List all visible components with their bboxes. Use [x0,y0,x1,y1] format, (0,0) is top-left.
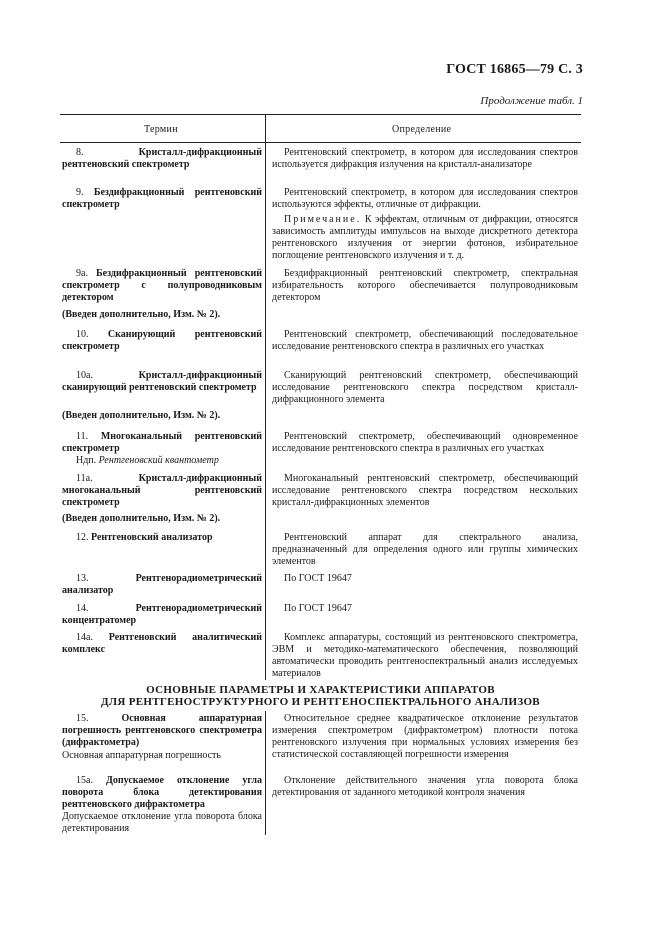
section-heading-line-2: ДЛЯ РЕНТГЕНОСТРУКТУРНОГО И РЕНТГЕНОСПЕКТРАЛЬНОГО АНАЛИЗОВ [101,696,540,708]
term-number: 10. [76,329,89,340]
definition-8: Рентгеновский спектрометр, в котором для исследования спектров используется дифракция излучения на кристалл-анализаторе [272,147,578,170]
term-11a [62,473,262,509]
term-15a [62,775,262,811]
synonym-text: Рентгеновский квантометр [98,455,219,466]
term-8 [62,147,262,171]
term-9 [62,187,262,211]
term-number: 14а. [76,632,93,643]
definition-11: Рентгеновский спектрометр, обеспечивающий одновременное исследование рентгеновского спектра в различных его участках [272,431,578,454]
term-9a [62,268,262,304]
column-divider [265,114,266,680]
term-number: 13. [76,573,89,584]
page-header: ГОСТ 16865—79 С. 3 [446,62,583,77]
term-number: 11. [76,431,89,442]
definition-10a: Сканирующий рентгеновский спектрометр, обеспечивающий исследование рентгеновского спектра посредством кристалл-дифракционного элемента [272,370,578,405]
term-15-short: Основная аппаратурная погрешность [62,750,221,761]
term-number: 15. [76,713,89,724]
term-name: Рентгеновский анализатор [91,532,213,543]
definition-12: Рентгеновский аппарат для спектрального анализа, предназначенный для определения одного или группы химических элементов [272,532,578,567]
term-12 [62,532,262,544]
table-top-rule [60,114,581,115]
table-header-rule [60,142,581,143]
term-number: 8. [76,147,84,158]
definition-14: По ГОСТ 19647 [284,603,352,614]
definition-9a: Бездифракционный рентгеновский спектрометр, спектральная избирательность которого обеспечивается полупроводниковым детектором [272,268,578,303]
term-number: 9. [76,187,84,198]
term-name: Кристалл-дифракционный сканирующий рентгеновский спектрометр [62,370,262,393]
column-header-definition: Определение [392,124,452,135]
term-name: Кристалл-дифракционный рентгеновский спектрометр [62,147,262,170]
definition-9: Рентгеновский спектрометр, в котором для исследования спектров используются эффекты, отличные от дифракции. [272,187,578,210]
definition-9-note [272,214,578,262]
definition-14a: Комплекс аппаратуры, состоящий из рентгеновского спектрометра, ЭВМ и методико-математического обеспечения, позволяющий автоматически проводить рентгеноспектральный анализ исследуемых материалов [272,632,578,679]
term-name: Рентгенорадиометрический анализатор [62,573,262,596]
synonym-label: Ндп. [76,455,97,466]
term-number: 14. [76,603,89,614]
note-label: Примечание. [284,214,362,225]
term-name: Бездифракционный рентгеновский спектрометр с полупроводниковым детектором [62,268,262,303]
table-continuation-label: Продолжение табл. 1 [480,95,583,107]
definition-15: Относительное среднее квадратическое отклонение результатов измерения спектрометром (дифрактометром) плотности потока рентгеновского излучения при нормальных условиях измерения без статистической составляющей погрешности измерения [272,713,578,760]
term-15a-short: Допускаемое отклонение угла поворота блока детектирования [62,811,262,834]
term-name: Многоканальный рентгеновский спектрометр [62,431,263,454]
term-number: 12. [76,532,89,543]
term-name: Рентгенорадиометрический концентратомер [62,603,262,626]
term-14a [62,632,262,656]
term-11 [62,431,262,467]
term-name: Допускаемое отклонение угла поворота блока детектирования рентгеновского дифрактометра [62,775,262,810]
term-13 [62,573,262,597]
note-text: К эффектам, отличным от дифракции, относятся зависимость амплитуды импульсов на выходе дискретного детектора рентгеновского излучения от энергии фотонов, избирательное поглощение рентгеновского излучения и т. д. [272,214,579,261]
term-number: 11а. [76,473,93,484]
definition-11a: Многоканальный рентгеновский спектрометр, обеспечивающий исследование рентгеновского спектра посредством нескольких кристалл-дифракционных элементов [272,473,578,508]
term-10 [62,329,262,353]
section-heading [60,684,581,708]
section-heading-line-1: ОСНОВНЫЕ ПАРАМЕТРЫ И ХАРАКТЕРИСТИКИ АППАРАТОВ [146,684,495,696]
term-11-synonym [62,455,262,467]
term-14 [62,603,262,627]
term-10a [62,370,262,394]
term-name: Рентгеновский аналитический комплекс [62,632,262,655]
term-name: Основная аппаратурная погрешность рентгеновского спектрометра (дифрактометра) [62,713,263,748]
term-number: 15а. [76,775,93,786]
term-name: Бездифракционный рентгеновский спектрометр [62,187,262,210]
amendment-note-10a: (Введен дополнительно, Изм. № 2). [62,410,221,421]
definition-10: Рентгеновский спектрометр, обеспечивающий последовательное исследование рентгеновского спектра в различных его участках [272,329,578,352]
term-name: Кристалл-дифракционный многоканальный рентгеновский спектрометр [62,473,262,508]
definition-13: По ГОСТ 19647 [284,573,352,584]
term-name: Сканирующий рентгеновский спектрометр [62,329,262,352]
column-header-term: Термин [144,124,178,135]
amendment-note-9a: (Введен дополнительно, Изм. № 2). [62,309,221,320]
column-divider-2 [265,711,266,835]
term-15 [62,713,262,749]
term-number: 10а. [76,370,93,381]
term-number: 9а. [76,268,88,279]
definition-15a: Отклонение действительного значения угла поворота блока детектирования от заданного методикой контроля значения [272,775,578,798]
amendment-note-11a: (Введен дополнительно, Изм. № 2). [62,513,221,524]
